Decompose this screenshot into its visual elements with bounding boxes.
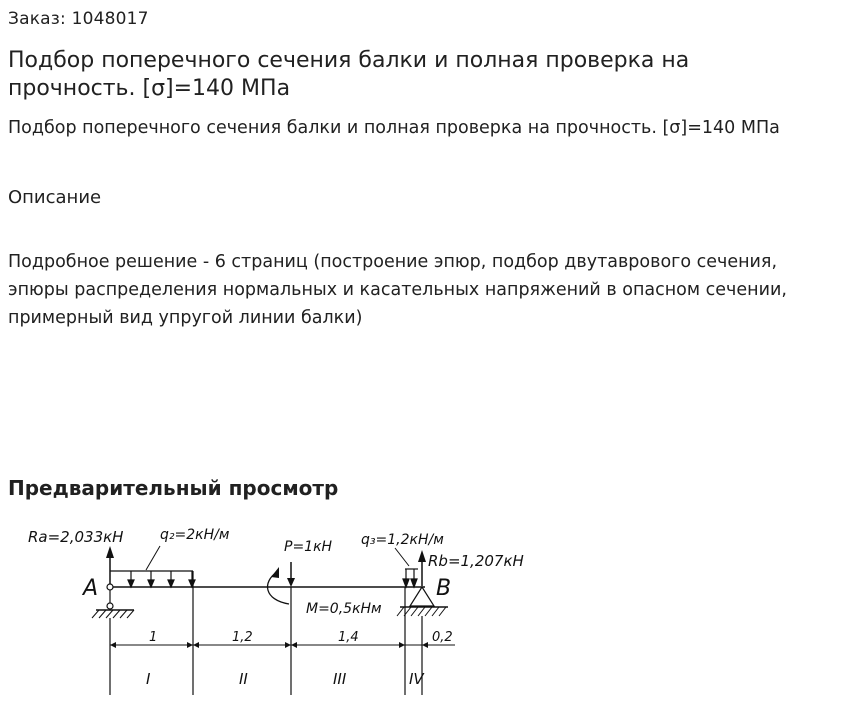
section-label-3: III xyxy=(333,670,347,688)
q2-load-arrows xyxy=(128,571,195,587)
q3-label: q₃=1,2кН/м xyxy=(361,532,444,548)
section-label-1: I xyxy=(146,670,151,688)
moment-label: M=0,5кНм xyxy=(306,601,382,617)
section-label-4: IV xyxy=(409,670,424,688)
support-a-hinge xyxy=(107,584,113,590)
preview-heading: Предварительный просмотр xyxy=(8,476,339,500)
q2-label-leader xyxy=(146,546,160,570)
product-subtitle: Подбор поперечного сечения балки и полная проверка на прочность. [σ]=140 МПа xyxy=(8,118,780,138)
beam-diagram xyxy=(0,520,560,702)
page-title: Подбор поперечного сечения балки и полная проверка на прочность. [σ]=140 МПа xyxy=(8,48,690,101)
dimension-label-3: 1,4 xyxy=(338,630,359,645)
ra-label: Ra=2,033кН xyxy=(28,528,124,546)
dimension-label-2: 1,2 xyxy=(232,630,253,645)
point-a-label: A xyxy=(83,576,99,601)
support-b-triangle xyxy=(410,587,434,606)
section-label-2: II xyxy=(239,670,248,688)
description-heading: Описание xyxy=(8,187,102,208)
order-number: Заказ: 1048017 xyxy=(8,9,149,29)
preview-image xyxy=(0,520,560,702)
point-b-label: B xyxy=(436,576,452,601)
q2-label: q₂=2кН/м xyxy=(160,527,230,543)
dimension-label-4: 0,2 xyxy=(432,630,453,645)
support-a-hatch xyxy=(92,610,134,618)
description-text: Подробное решение - 6 страниц (построение эпюр, подбор двутаврового сечения, эпюры распределения нормальных и касательных напряжений в опасном сечении, примерный вид упругой линии балки) xyxy=(8,252,787,328)
q3-load-arrows xyxy=(403,569,417,587)
support-b-hatch xyxy=(397,607,446,616)
rb-label: Rb=1,207кН xyxy=(428,552,524,570)
dimension-label-1: 1 xyxy=(149,630,158,645)
q3-label-leader xyxy=(395,548,409,566)
p-label: P=1кН xyxy=(284,539,333,555)
